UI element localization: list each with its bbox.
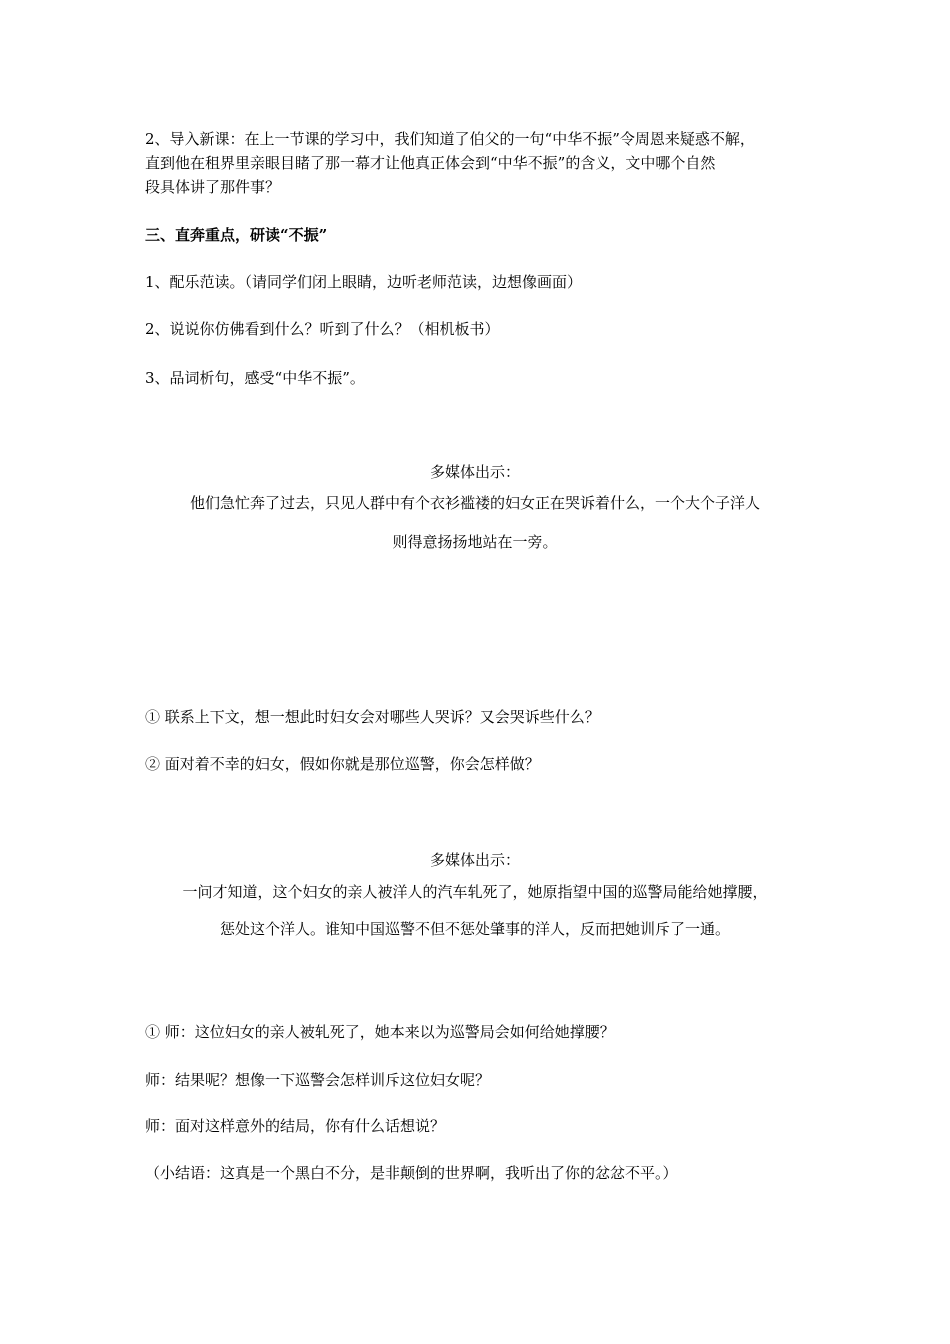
- slide-2-label: 多媒体出示：: [429, 851, 520, 869]
- section-heading: 三、直奔重点，研读“不振”: [145, 226, 328, 244]
- slide-1-line-1: 他们急忙奔了过去，只见人群中有个衣衫褴褛的妇女正在哭诉着什么，一个大个子洋人: [189, 494, 760, 512]
- slide-2-line-1: 一问才知道，这个妇女的亲人被洋人的汽车轧死了，她原指望中国的巡警局能给她撑腰，: [182, 883, 768, 901]
- slide-1-label: 多媒体出示：: [429, 463, 520, 481]
- step-2: 2、说说你仿佛看到什么？听到了什么？（相机板书）: [145, 320, 500, 338]
- question-2-1: ① 师：这位妇女的亲人被轧死了，她本来以为巡警局会如何给她撑腰？: [145, 1023, 615, 1041]
- intro-line-1: 2、导入新课：在上一节课的学习中，我们知道了伯父的一句“中华不振”令周恩来疑惑不解，: [145, 130, 755, 148]
- question-1-1: ① 联系上下文，想一想此时妇女会对哪些人哭诉？又会哭诉些什么？: [145, 708, 600, 726]
- question-2-2: 师：结果呢？想像一下巡警会怎样训斥这位妇女呢？: [145, 1071, 491, 1089]
- step-1: 1、配乐范读。（请同学们闭上眼睛，边听老师范读，边想像画面）: [145, 273, 583, 291]
- summary-note: （小结语：这真是一个黑白不分，是非颠倒的世界啊，我听出了你的忿忿不平。）: [145, 1164, 678, 1182]
- intro-line-3: 段具体讲了那件事？: [145, 178, 281, 196]
- question-1-2: ② 面对着不幸的妇女，假如你就是那位巡警，你会怎样做？: [145, 755, 540, 773]
- slide-1-line-2: 则得意扬扬地站在一旁。: [392, 533, 558, 551]
- question-2-3: 师：面对这样意外的结局，你有什么话想说？: [145, 1117, 446, 1135]
- slide-2-line-2: 惩处这个洋人。谁知中国巡警不但不惩处肇事的洋人，反而把她训斥了一通。: [219, 920, 730, 938]
- step-3: 3、品词析句，感受“中华不振”。: [145, 369, 365, 387]
- intro-line-2: 直到他在租界里亲眼目睹了那一幕才让他真正体会到“中华不振”的含义，文中哪个自然: [145, 154, 716, 172]
